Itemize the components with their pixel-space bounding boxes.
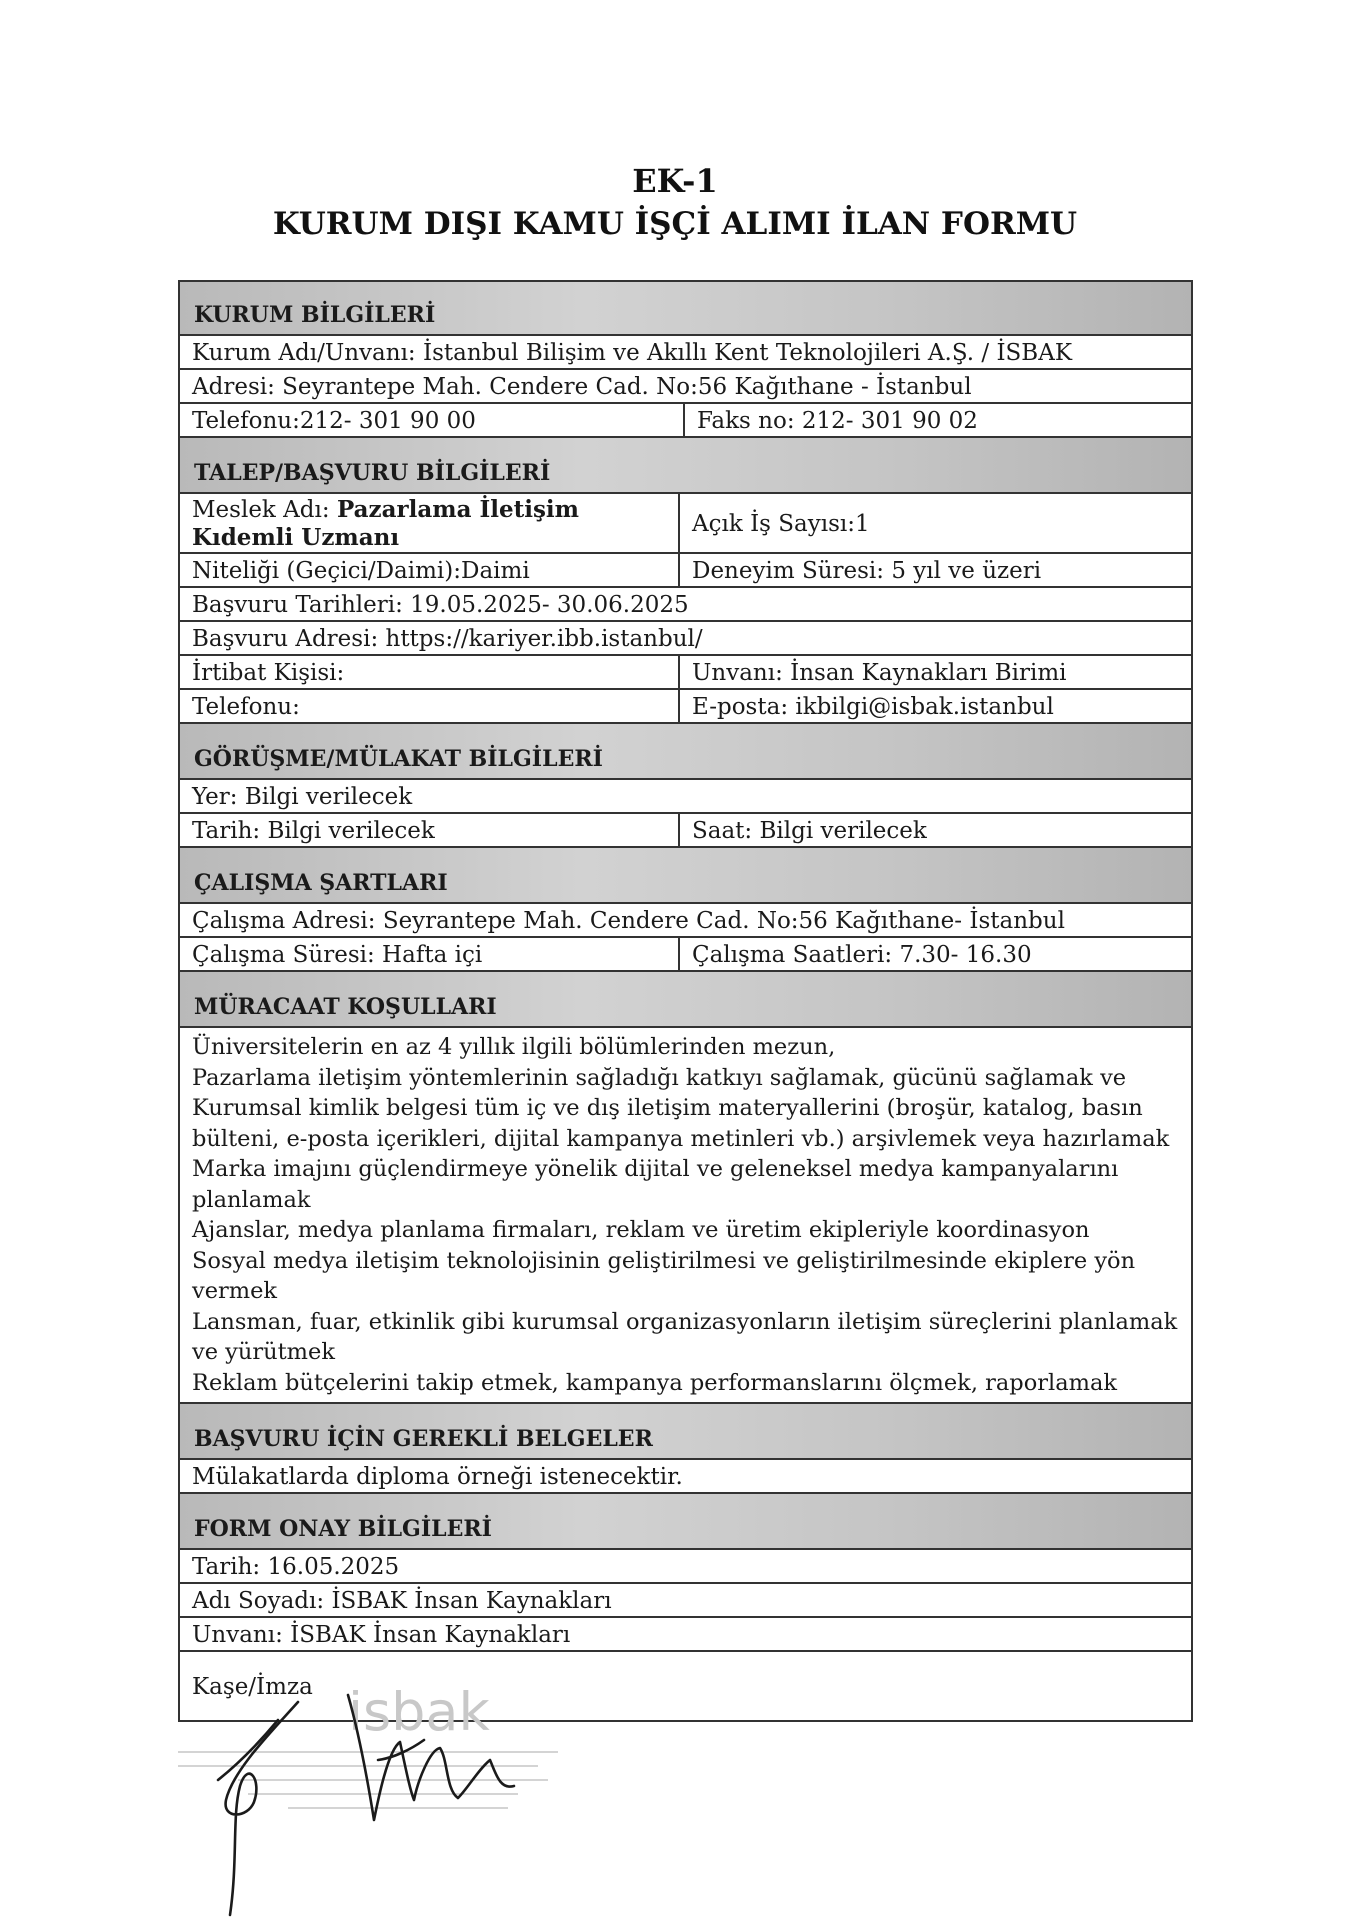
handwritten-signature xyxy=(178,1690,778,1920)
list-item: vermek xyxy=(192,1278,278,1304)
meslek-label: Meslek Adı: xyxy=(192,497,337,523)
section-title: FORM ONAY BİLGİLERİ xyxy=(194,1516,492,1542)
section-title: GÖRÜŞME/MÜLAKAT BİLGİLERİ xyxy=(194,746,603,772)
section-header-kurum xyxy=(178,280,1193,336)
onay-unvani: Unvanı: İSBAK İnsan Kaynakları xyxy=(192,1622,571,1648)
calisma-adresi: Çalışma Adresi: Seyrantepe Mah. Cendere Cad. No:56 Kağıthane- İstanbul xyxy=(192,908,1065,934)
kurum-telefon: Telefonu:212- 301 90 00 xyxy=(180,404,685,436)
acik-is-sayisi: Açık İş Sayısı:1 xyxy=(692,510,870,537)
list-item: Reklam bütçelerini takip etmek, kampanya performanslarını ölçmek, raporlamak xyxy=(192,1369,1117,1396)
irtibat-telefonu: Telefonu: xyxy=(180,690,680,722)
list-item: ve yürütmek xyxy=(192,1339,335,1365)
list-item: Kurumsal kimlik belgesi tüm iç ve dış iletişim materyallerini (broşür, katalog, basın xyxy=(192,1095,1143,1121)
calisma-saatleri: Çalışma Saatleri: 7.30- 16.30 xyxy=(692,942,1032,968)
section-title: TALEP/BAŞVURU BİLGİLERİ xyxy=(194,460,551,486)
mulakat-yer: Yer: Bilgi verilecek xyxy=(192,784,413,810)
list-item: bülteni, e-posta içerikleri, dijital kampanya metinleri vb.) arşivlemek veya hazırlamak xyxy=(192,1125,1170,1152)
mulakat-tarih: Tarih: Bilgi verilecek xyxy=(180,814,680,846)
niteligi: Niteliği (Geçici/Daimi):Daimi xyxy=(180,554,680,586)
list-item: Marka imajını güçlendirmeye yönelik dijital ve geleneksel medya kampanyalarını xyxy=(192,1156,1119,1182)
stamp-logo-text: isbak xyxy=(348,1690,490,1743)
section-header-muracaat xyxy=(178,972,1193,1028)
list-item: Üniversitelerin en az 4 yıllık ilgili bölümlerinden mezun, xyxy=(192,1034,836,1060)
list-item: Lansman, fuar, etkinlik gibi kurumsal organizasyonların iletişim süreçlerini planlamak xyxy=(192,1308,1178,1335)
section-header-belgeler xyxy=(178,1404,1193,1460)
stamp-signature-area xyxy=(178,1690,1193,1920)
list-item: Ajanslar, medya planlama firmaları, reklam ve üretim ekipleriyle koordinasyon xyxy=(192,1217,1090,1243)
form-title: KURUM DIŞI KAMU İŞÇİ ALIMI İLAN FORMU xyxy=(272,206,1078,242)
kurum-adi: Kurum Adı/Unvanı: İstanbul Bilişim ve Akıllı Kent Teknolojileri A.Ş. / İSBAK xyxy=(192,340,1072,366)
deneyim-suresi: Deneyim Süresi: 5 yıl ve üzeri xyxy=(692,558,1042,584)
meslek-value: Pazarlama İletişim Kıdemli Uzmanı xyxy=(192,496,579,551)
gerekli-belgeler: Mülakatlarda diploma örneği istenecektir. xyxy=(192,1464,683,1490)
basvuru-adresi: Başvuru Adresi: https://kariyer.ibb.istanbul/ xyxy=(192,626,703,652)
list-item: planlamak xyxy=(192,1186,311,1213)
section-header-talep xyxy=(178,438,1193,494)
list-item: Pazarlama iletişim yöntemlerinin sağladığı katkıyı sağlamak, gücünü sağlamak ve xyxy=(192,1064,1127,1091)
announcement-form xyxy=(178,280,1193,1722)
kurum-adres: Adresi: Seyrantepe Mah. Cendere Cad. No:56 Kağıthane - İstanbul xyxy=(192,374,972,400)
meslek-adi xyxy=(180,494,680,552)
form-code: EK-1 xyxy=(632,162,718,200)
irtibat-kisisi: İrtibat Kişisi: xyxy=(180,656,680,688)
section-title: BAŞVURU İÇİN GEREKLİ BELGELER xyxy=(194,1426,653,1452)
onay-adi-soyadi: Adı Soyadı: İSBAK İnsan Kaynakları xyxy=(192,1588,612,1614)
section-header-gorusme xyxy=(178,724,1193,780)
kurum-faks: Faks no: 212- 301 90 02 xyxy=(697,408,978,434)
section-header-calisma xyxy=(178,848,1193,904)
calisma-suresi: Çalışma Süresi: Hafta içi xyxy=(180,938,680,970)
list-item: Sosyal medya iletişim teknolojisinin geliştirilmesi ve geliştirilmesinde ekiplere yön xyxy=(192,1247,1136,1274)
onay-tarih: Tarih: 16.05.2025 xyxy=(192,1554,400,1580)
section-title: MÜRACAAT KOŞULLARI xyxy=(194,994,497,1020)
section-title: ÇALIŞMA ŞARTLARI xyxy=(194,870,448,896)
irtibat-eposta: E-posta: ikbilgi@isbak.istanbul xyxy=(692,694,1054,720)
muracaat-kosullari-list xyxy=(180,1028,1191,1402)
section-header-onay xyxy=(178,1494,1193,1550)
mulakat-saat: Saat: Bilgi verilecek xyxy=(692,818,927,844)
basvuru-tarihleri: Başvuru Tarihleri: 19.05.2025- 30.06.2025 xyxy=(192,592,689,618)
kase-imza-label: Kaşe/İmza xyxy=(192,1674,313,1700)
section-title: KURUM BİLGİLERİ xyxy=(194,302,436,328)
irtibat-unvani: Unvanı: İnsan Kaynakları Birimi xyxy=(692,660,1067,686)
